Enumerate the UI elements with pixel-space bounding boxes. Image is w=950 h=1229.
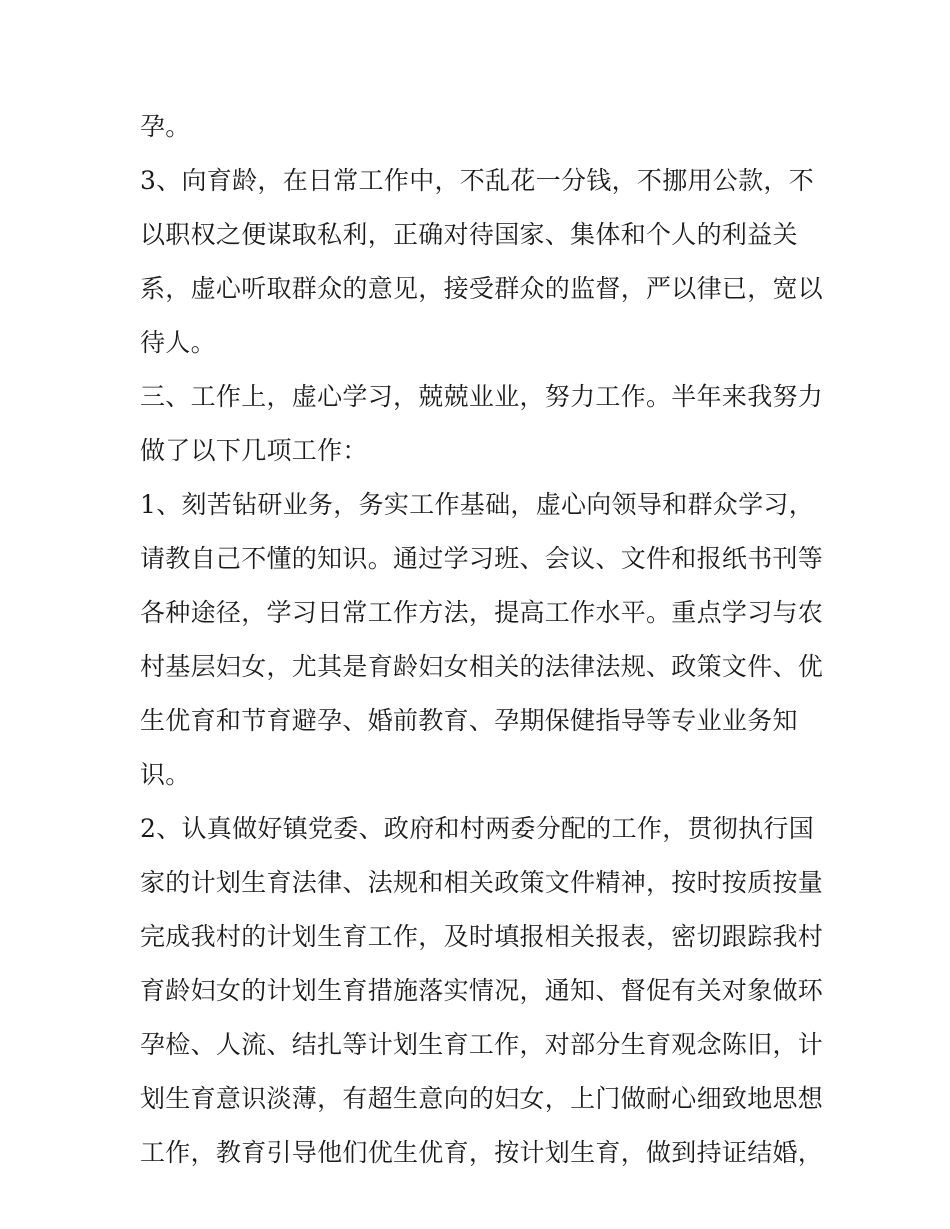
text-line: 3、向育龄，在日常工作中，不乱花一分钱，不挪用公款，不 [140,166,815,195]
text-line: 以职权之便谋取私利，正确对待国家、集体和个人的利益关 [140,220,798,249]
text-line: 2、认真做好镇党委、政府和村两委分配的工作，贯彻执行国 [140,814,815,843]
text-line: 家的计划生育法律、法规和相关政策文件精神，按时按质按量 [140,868,824,897]
text-line: 孕。 [140,112,191,141]
text-line: 请教自己不懂的知识。通过学习班、会议、文件和报纸书刊等 [140,544,824,573]
document-body [140,100,824,1180]
text-line: 村基层妇女，尤其是育龄妇女相关的法律法规、政策文件、优 [140,652,824,681]
text-line: 完成我村的计划生育工作，及时填报相关报表，密切跟踪我村 [140,922,824,951]
text-line: 做了以下几项工作： [140,436,368,465]
text-line: 各种途径，学习日常工作方法，提高工作水平。重点学习与农 [140,598,824,627]
text-line: 划生育意识淡薄，有超生意向的妇女，上门做耐心细致地思想 [140,1084,824,1113]
text-line: 1、刻苦钻研业务，务实工作基础，虚心向领导和群众学习， [140,490,815,519]
text-line: 识。 [140,760,191,789]
text-line: 工作，教育引导他们优生优育，按计划生育，做到持证结婚， [140,1138,824,1167]
text-line: 生优育和节育避孕、婚前教育、孕期保健指导等专业业务知 [140,706,798,735]
text-line: 育龄妇女的计划生育措施落实情况，通知、督促有关对象做环 [140,976,824,1005]
text-line: 孕检、人流、结扎等计划生育工作，对部分生育观念陈旧，计 [140,1030,824,1059]
text-line: 系，虚心听取群众的意见，接受群众的监督，严以律已，宽以 [140,274,824,303]
text-line: 待人。 [140,328,216,357]
text-line: 三、工作上，虚心学习，兢兢业业，努力工作。半年来我努力 [140,382,824,411]
